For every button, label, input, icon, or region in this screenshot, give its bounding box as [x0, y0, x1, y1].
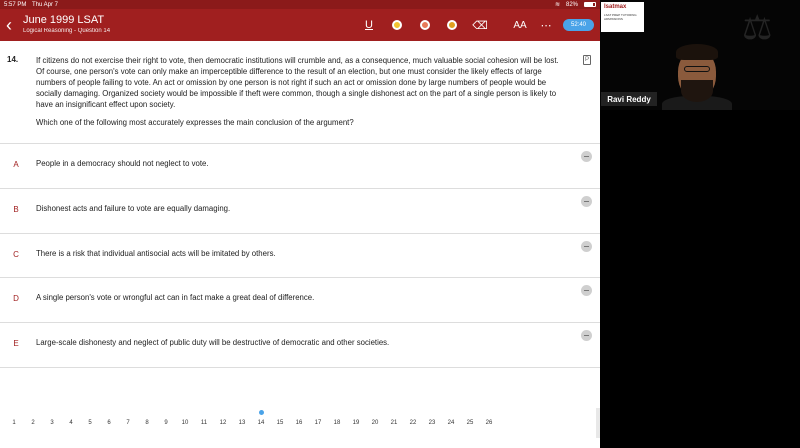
page-number-6[interactable]: 6 — [107, 420, 111, 426]
battery-percent: 82% — [565, 1, 578, 8]
highlight-yellow-icon[interactable] — [392, 20, 402, 30]
page-number-25[interactable]: 25 — [466, 420, 474, 426]
strike-out-icon[interactable] — [581, 196, 592, 207]
page-number-13[interactable]: 13 — [238, 420, 246, 426]
font-size-icon[interactable]: AA — [513, 19, 527, 31]
question-prompt: Which one of the following most accurately expresses the main conclusion of the argument? — [36, 118, 354, 127]
highlight-orange-icon[interactable] — [420, 20, 430, 30]
page-number-4[interactable]: 4 — [69, 420, 73, 426]
underline-icon[interactable]: U — [365, 19, 373, 31]
page-number-18[interactable]: 18 — [333, 420, 341, 426]
page-number-16[interactable]: 16 — [295, 420, 303, 426]
presenter-hair — [676, 44, 718, 60]
logo — [601, 2, 644, 32]
page-number-10[interactable]: 10 — [181, 420, 189, 426]
page-number-5[interactable]: 5 — [88, 420, 92, 426]
divider — [0, 143, 600, 144]
choice-letter[interactable]: B — [13, 204, 19, 214]
page-number-8[interactable]: 8 — [145, 420, 149, 426]
divider — [0, 233, 600, 234]
strike-out-icon[interactable] — [581, 285, 592, 296]
question-pane — [0, 41, 600, 448]
answer-choice-c[interactable] — [0, 235, 600, 279]
answer-choice-d[interactable] — [0, 279, 600, 323]
answer-choice-e[interactable] — [0, 324, 600, 368]
battery-icon — [584, 2, 596, 7]
answer-choice-b[interactable] — [0, 190, 600, 234]
logo-tagline: LSAT PREP TUTORING ADMISSIONS — [604, 13, 637, 21]
page-number-24[interactable]: 24 — [447, 420, 455, 426]
choice-text[interactable]: Large-scale dishonesty and neglect of public duty will be destructive of democratic and other societies. — [36, 338, 390, 347]
choice-letter[interactable]: A — [13, 159, 19, 169]
presenter-name: Ravi Reddy — [601, 92, 657, 106]
divider — [0, 277, 600, 278]
divider — [0, 188, 600, 189]
choice-letter[interactable]: E — [13, 338, 19, 348]
page-number-19[interactable]: 19 — [352, 420, 360, 426]
page-number-2[interactable]: 2 — [31, 420, 35, 426]
page-title: June 1999 LSAT — [23, 14, 105, 26]
question-number: 14. — [7, 55, 19, 64]
flag-icon[interactable]: P — [584, 57, 589, 63]
highlight-gold-icon[interactable] — [447, 20, 457, 30]
page-subtitle: Logical Reasoning - Question 14 — [23, 28, 111, 34]
page-number-14[interactable]: 14 — [257, 420, 265, 426]
choice-letter[interactable]: C — [13, 249, 19, 259]
black-area — [600, 110, 800, 448]
divider — [0, 322, 600, 323]
choice-text[interactable]: Dishonest acts and failure to vote are equally damaging. — [36, 204, 231, 213]
choice-text[interactable]: People in a democracy should not neglect to vote. — [36, 159, 209, 168]
page-number-7[interactable]: 7 — [126, 420, 130, 426]
status-time: 5:57 PM — [4, 1, 27, 8]
scales-of-justice-icon: ⚖ — [742, 9, 773, 47]
timer-badge[interactable]: 52:40 — [563, 19, 594, 31]
question-stem: If citizens do not exercise their right to vote, then democratic institutions will crumble and, as a consequence, much valuable social cohesion will be lost. Of course, one person's vote can only make an imperceptible difference to the result of an election, but one must consider the likely effects of large numbers of people failing to vote. An act or omission by one person is not right if such an act or omission done by large numbers of people would be socially damaging. Organized society would be impossible if theft were common, though a single dishonest act on the part of a single person is likely to have an insignificant effect upon society. — [36, 56, 559, 109]
page-number-1[interactable]: 1 — [12, 420, 16, 426]
glasses-icon — [684, 66, 710, 72]
strike-out-icon[interactable] — [581, 151, 592, 162]
page-number-23[interactable]: 23 — [428, 420, 436, 426]
current-question-indicator — [259, 410, 264, 415]
status-date: Thu Apr 7 — [32, 1, 59, 8]
eraser-icon[interactable]: ⌫ — [472, 19, 488, 32]
page-number-3[interactable]: 3 — [50, 420, 54, 426]
more-icon[interactable]: ⋯ — [540, 19, 552, 32]
page-number-21[interactable]: 21 — [390, 420, 398, 426]
presenter-beard — [681, 80, 713, 102]
page-number-11[interactable]: 11 — [200, 420, 208, 426]
wifi-icon: ≋ — [554, 2, 560, 8]
page-number-26[interactable]: 26 — [485, 420, 493, 426]
page-number-20[interactable]: 20 — [371, 420, 379, 426]
app-header — [0, 9, 600, 41]
strike-out-icon[interactable] — [581, 241, 592, 252]
status-right — [555, 1, 596, 8]
page-number-12[interactable]: 12 — [219, 420, 227, 426]
strike-out-icon[interactable] — [581, 330, 592, 341]
choice-text[interactable]: There is a risk that individual antisocial acts will be imitated by others. — [36, 249, 276, 258]
divider — [0, 367, 600, 368]
question-navigator — [0, 420, 600, 432]
page-number-17[interactable]: 17 — [314, 420, 322, 426]
page-number-22[interactable]: 22 — [409, 420, 417, 426]
choice-letter[interactable]: D — [13, 293, 19, 303]
page-number-15[interactable]: 15 — [276, 420, 284, 426]
logo-text: lsatmax — [604, 4, 627, 10]
back-chevron-icon[interactable]: ‹ — [6, 15, 12, 35]
answer-choice-a[interactable] — [0, 145, 600, 189]
status-bar — [0, 0, 600, 9]
page-number-9[interactable]: 9 — [164, 420, 168, 426]
choice-text[interactable]: A single person's vote or wrongful act can in fact make a great deal of difference. — [36, 293, 315, 302]
